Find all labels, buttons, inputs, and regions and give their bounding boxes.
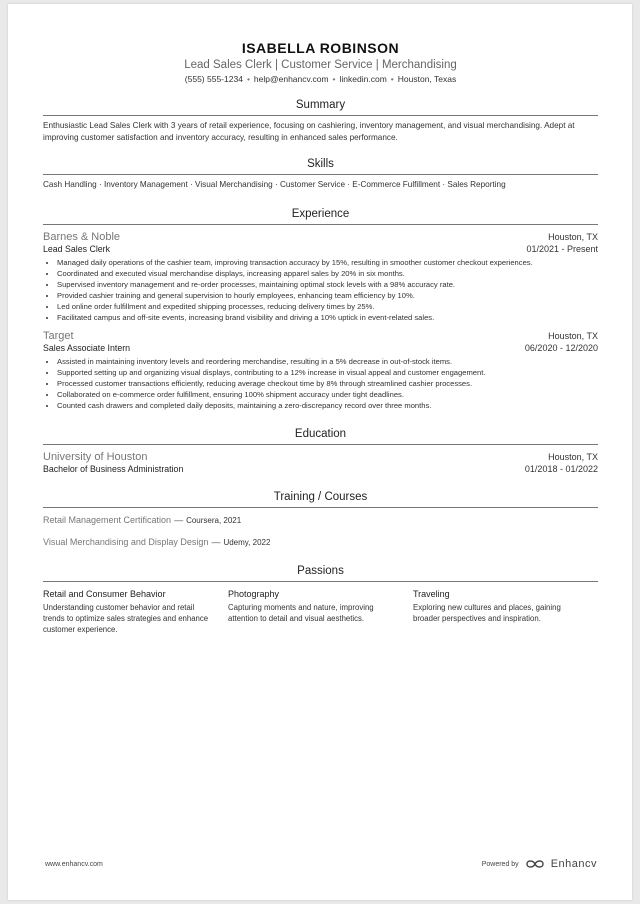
job-role: Sales Associate Intern	[43, 342, 131, 353]
brand-name[interactable]: Enhancv	[550, 858, 597, 870]
bullet-item: • Provided cashier training and general supervision to hourly employees, enhancing team efficiency by 10%.	[57, 290, 598, 301]
section-divider	[43, 581, 598, 582]
education-degree: Bachelor of Business Administration	[43, 463, 184, 474]
page-footer	[45, 858, 597, 870]
passion-item	[43, 588, 228, 635]
contact-phone: (555) 555-1234	[184, 74, 243, 84]
summary-text: Enthusiastic Lead Sales Clerk with 3 years of retail experience, focusing on cashiering, inventory management, and visual merchandising. Adept at improving customer satisfaction and inventory accuracy, resulting in enhanced sales performance.	[43, 121, 575, 142]
contact-line	[43, 74, 598, 85]
course-dash: —	[211, 536, 221, 547]
separator-dot: •	[332, 74, 336, 84]
bullet-item: • Assisted in maintaining inventory levels and reordering merchandise, resulting in a 5% decrease in out-of-stock items.	[57, 356, 598, 367]
education-section	[43, 427, 598, 474]
candidate-title: Lead Sales Clerk | Customer Service | Merchandising	[184, 59, 457, 71]
bullet-item: • Facilitated campus and off-site events, increasing brand visibility and driving a 10% uptick in event-related sales.	[57, 312, 598, 323]
passion-title: Photography	[228, 588, 280, 599]
passions-grid	[43, 588, 598, 635]
course-item	[43, 514, 598, 527]
skills-heading: Skills	[307, 158, 334, 170]
course-name: Retail Management Certification	[43, 514, 172, 525]
contact-location: Houston, Texas	[397, 74, 457, 84]
passions-heading: Passions	[297, 564, 344, 577]
education-entry	[43, 450, 598, 474]
job-company: Barnes & Noble	[43, 230, 121, 243]
bullet-item: • Led online order fulfillment and expedited shipping processes, reducing delivery times by 25%.	[57, 301, 598, 312]
bullet-item: • Processed customer transactions efficiently, reducing average checkout time by 8% through streamlined cashier processes.	[57, 378, 598, 389]
bullet-item: • Supported setting up and organizing visual displays, contributing to a 12% increase in visual appeal and customer engagement.	[57, 367, 598, 378]
course-item	[43, 536, 598, 549]
footer-website[interactable]: www.enhancv.com	[45, 860, 103, 868]
job-dates: 01/2021 - Present	[526, 243, 598, 254]
education-heading: Education	[294, 427, 347, 440]
job-location: Houston, TX	[548, 330, 598, 341]
passion-desc: Understanding customer behavior and retail trends to optimize sales strategies and enhance customer experience.	[43, 602, 209, 634]
passion-item	[413, 588, 598, 635]
passion-item	[228, 588, 413, 635]
job-header	[43, 329, 598, 343]
course-dash: —	[174, 514, 184, 525]
passion-desc: Exploring new cultures and places, gaining broader perspectives and inspiration.	[413, 602, 561, 623]
job-bullets	[43, 257, 598, 323]
course-name: Visual Merchandising and Display Design	[43, 536, 209, 547]
education-school: University of Houston	[43, 450, 148, 463]
section-divider	[43, 507, 598, 508]
job-role: Lead Sales Clerk	[43, 243, 110, 254]
job-entry	[43, 230, 598, 323]
bullet-item: • Collaborated on e-commerce order fulfillment, ensuring 100% shipment accuracy under tight deadlines.	[57, 389, 598, 400]
resume-page	[8, 4, 632, 900]
section-divider	[43, 115, 598, 116]
passion-title: Retail and Consumer Behavior	[43, 588, 166, 599]
job-header	[43, 230, 598, 244]
job-location: Houston, TX	[548, 231, 598, 242]
training-section	[43, 490, 598, 549]
candidate-name: ISABELLA ROBINSON	[241, 40, 400, 56]
job-dates: 06/2020 - 12/2020	[524, 342, 598, 353]
training-heading: Training / Courses	[273, 490, 368, 503]
passion-desc: Capturing moments and nature, improving attention to detail and visual aesthetics.	[228, 602, 374, 623]
job-subheader	[43, 244, 598, 254]
powered-by-label: Powered by	[481, 860, 519, 868]
education-dates: 01/2018 - 01/2022	[524, 463, 598, 474]
education-location: Houston, TX	[548, 451, 598, 462]
bullet-item: • Supervised inventory management and re-order processes, maintaining optimal stock levels with a 98% accuracy rate.	[57, 279, 598, 290]
bullet-item: • Coordinated and executed visual merchandise displays, increasing apparel sales by 20% in six months.	[57, 268, 598, 279]
bullet-item: • Managed daily operations of the cashier team, improving transaction accuracy by 15%, resulting in smoother customer checkout experiences.	[57, 257, 598, 268]
section-divider	[43, 174, 598, 175]
experience-section	[43, 207, 598, 411]
job-entry	[43, 329, 598, 411]
summary-heading: Summary	[295, 99, 346, 111]
section-divider	[43, 444, 598, 445]
footer-branding	[482, 858, 597, 870]
bullet-item: • Counted cash drawers and completed daily deposits, maintaining a zero-discrepancy record over three months.	[57, 400, 598, 411]
education-header	[43, 450, 598, 464]
education-subheader	[43, 464, 598, 474]
contact-linkedin[interactable]: linkedin.com	[339, 74, 387, 84]
separator-dot: •	[246, 74, 250, 84]
skills-text: Cash Handling · Inventory Management · Visual Merchandising · Customer Service · E-Commerce Fulfillment · Sales Reporting	[43, 180, 506, 189]
summary-section	[43, 98, 598, 143]
contact-email[interactable]: help@enhancv.com	[253, 74, 329, 84]
course-provider: Coursera, 2021	[186, 515, 242, 525]
enhancv-logo-icon	[525, 858, 545, 870]
passions-section	[43, 564, 598, 635]
experience-heading: Experience	[291, 207, 350, 220]
separator-dot: •	[390, 74, 394, 84]
job-company: Target	[43, 329, 74, 342]
job-subheader	[43, 343, 598, 353]
skills-section	[43, 157, 598, 191]
course-provider: Udemy, 2022	[223, 537, 271, 547]
passion-title: Traveling	[413, 588, 450, 599]
job-bullets	[43, 356, 598, 411]
resume-content	[43, 40, 598, 635]
section-divider	[43, 224, 598, 225]
